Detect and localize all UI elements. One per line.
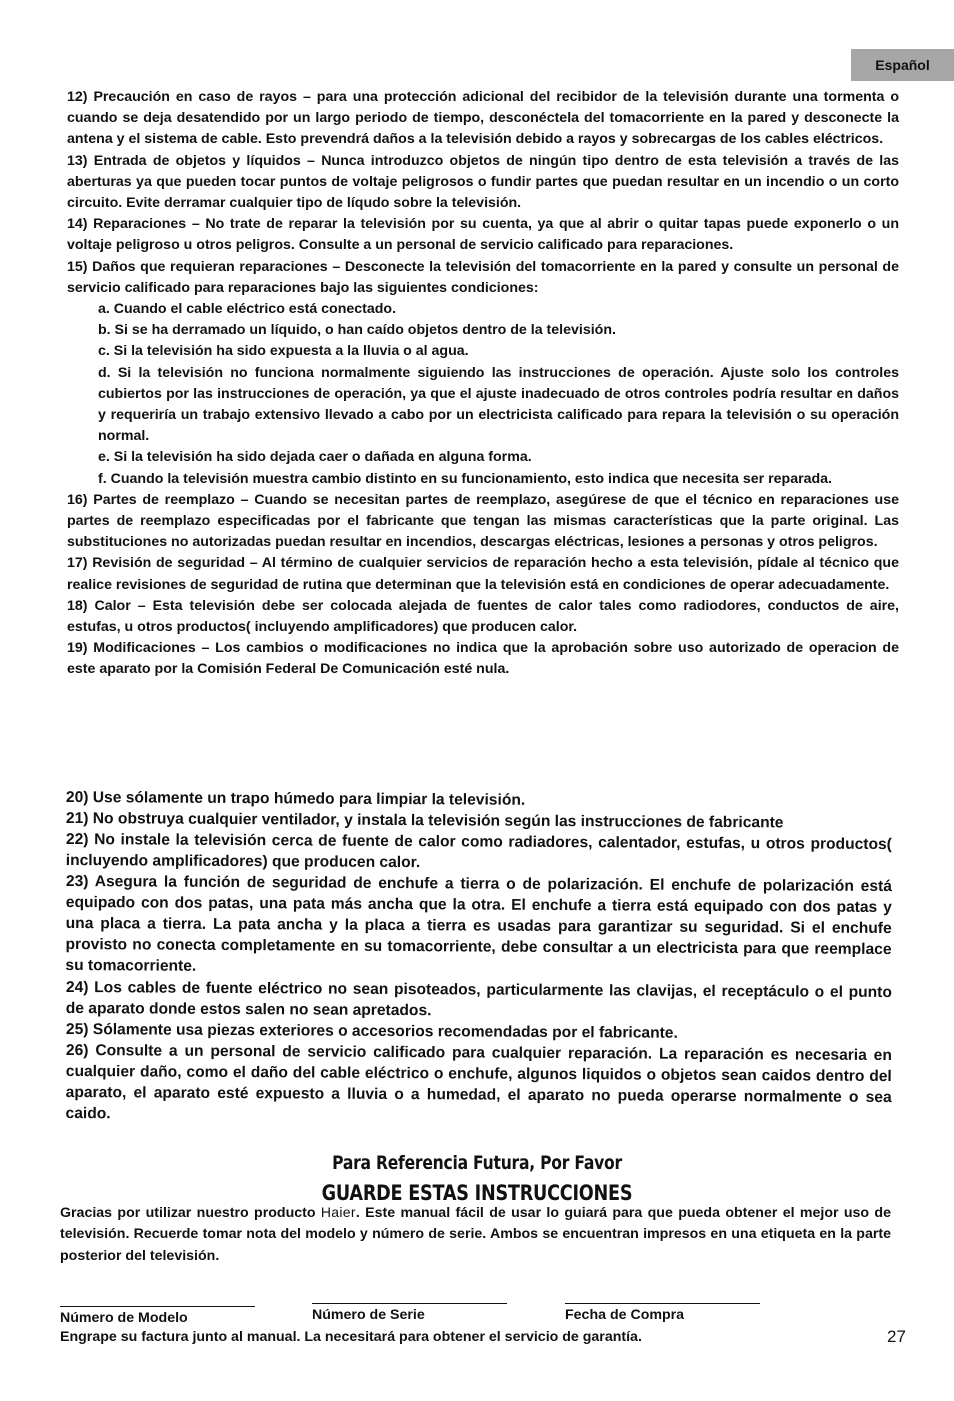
condition-e: e. Si la televisión ha sido dejada caer o dañada en alguna forma. bbox=[98, 449, 532, 466]
instruction-14: 14) Reparaciones – No trate de reparar la televisión por su cuenta, ya que al abrir o quitar tapas puede exponerlo o un voltaje peligroso u otros peligros. Consulte a un personal de servicio calificado para reparaciones. bbox=[67, 216, 899, 254]
instruction-26: 26) Consulte a un personal de servicio calificado para cualquier reparación. La reparación es necesaria en cualquier daño, como el daño del cable eléctrico o enchufe, algunos liquidos o objetos sean caidos dentro del aparato, el aparato esté expuesto a lluvia o a humedad, el aparato no pueda operarse normalmente o sea caido. bbox=[65, 1042, 892, 1123]
instruction-13: 13) Entrada de objetos y líquidos – Nunca introduzco objetos de ningún tipo dentro de esta televisión a través de las aberturas ya que pueden tocar puntos de voltaje peligrosos o fundir partes que puedan resultar en un incendio o un corto circuito. Evite derramar cualquier tipo de líqudo sobre la televisión. bbox=[67, 152, 899, 212]
model-number-field bbox=[60, 1306, 255, 1326]
model-number-label: Número de Modelo bbox=[60, 1310, 188, 1326]
instruction-17: 17) Revisión de seguridad – Al término de cualquier servicios de reparación hecho a esta televisión, pídale al técnico que realice revisiones de seguridad de rutina que determinan que la televisión está en condiciones de operar adecuadamente. bbox=[67, 555, 899, 593]
instruction-23: 23) Asegura la función de seguridad de enchufe a tierra o de polarización. El enchufe de polarización está equipado con dos patas, una pata más ancha que la otra. El enchufe a tierra está equipado con dos patas y una placa a tierra. La pata ancha y la placa a tierra es usadas para garantizar su seguridad. Si el enchufe provisto no conecta completamente en su tomacorriente, debe consultar a un electricista para que reemplace su tomacorriente. bbox=[65, 873, 892, 976]
staple-note: Engrape su factura junto al manual. La necesitará para obtener el servicio de garantía. bbox=[60, 1329, 642, 1345]
condition-d: d. Si la televisión no funciona normalmente siguiendo las instrucciones de operación. Ajuste solo los controles cubiertos por las instrucciones de operación, ya que el ajuste inadecuado de otros controles podría resultar en daños y requeriría un trabajo extensivo llevado a cabo por un electricista calificado para repara la televisión o su operación normal. bbox=[98, 364, 899, 445]
brand-logo: Haier bbox=[320, 1204, 356, 1220]
instruction-20: 20) Use sólamente un trapo húmedo para limpiar la televisión. bbox=[65, 788, 526, 809]
serial-number-field bbox=[312, 1303, 507, 1323]
save-instructions-heading: GUARDE ESTAS INSTRUCCIONES bbox=[321, 1181, 633, 1205]
purchase-date-label: Fecha de Compra bbox=[565, 1307, 685, 1323]
instruction-22: 22) No instale la televisión cerca de fuente de calor como radiadores, calentador, estufas, u otros productos( incluyendo amplificadores) que producen calor. bbox=[65, 831, 892, 872]
condition-f: f. Cuando la televisión muestra cambio distinto en su funcionamiento, esto indica que necesita ser reparada. bbox=[98, 470, 832, 487]
serial-number-label: Número de Serie bbox=[312, 1307, 425, 1323]
safety-instructions-part2 bbox=[66, 787, 892, 1125]
language-tab: Español bbox=[851, 49, 954, 81]
page-number: 27 bbox=[887, 1327, 906, 1346]
instruction-18: 18) Calor – Esta televisión debe ser colocada alejada de fuentes de calor tales como radiodores, conductos de aire, estufas, u otros productos( incluyendo amplificadores) que producen calor. bbox=[67, 597, 899, 636]
instruction-21: 21) No obstruya cualquier ventilador, y instala la televisión según las instrucciones de fabricante bbox=[65, 810, 784, 832]
safety-instructions-part1 bbox=[67, 87, 899, 681]
instruction-12: 12) Precaución en caso de rayos – para una protección adicional del recibidor de la televisión durante una tormenta o cuando se deja desatendido por un largo periodo de tiempo, desconéctela del tomacorriente en la pared y desconecte la antena y el sistema de cable. Esto prevendrá daños a la televisión debido a rayos y sobrecargas de los cables eléctricos. bbox=[67, 89, 899, 148]
future-reference-heading: Para Referencia Futura, Por Favor bbox=[332, 1152, 622, 1174]
condition-a: a. Cuando el cable eléctrico está conectado. bbox=[98, 301, 397, 318]
instruction-16: 16) Partes de reemplazo – Cuando se necesitan partes de reemplazo, asegúrese de que el técnico en reparaciones use partes de reemplazo especificadas por el fabricante que tengan las mismas características que la parte original. Las substituciones no autorizadas puedan resultar en incendios, descargas eléctricas, lesiones a personas y otros peligros. bbox=[67, 491, 899, 551]
instruction-24: 24) Los cables de fuente eléctrico no sean pisoteados, particularmente las clavijas, el receptáculo o el punto de aparato donde estos salen no sean apretados. bbox=[65, 978, 892, 1020]
condition-c: c. Si la televisión ha sido expuesta a la lluvia o al agua. bbox=[98, 343, 469, 360]
instruction-15: 15) Daños que requieran reparaciones – Desconecte la televisión del tomacorriente en la pared y consulte un personal de servicio calificado para reparaciones bajo las siguientes condiciones: bbox=[67, 258, 899, 296]
purchase-date-field bbox=[565, 1303, 760, 1323]
condition-b: b. Si se ha derramado un líquido, o han caído objetos dentro de la televisión. bbox=[98, 322, 616, 339]
thanks-paragraph: Gracias por utilizar nuestro producto Haier. Este manual fácil de usar lo guiará para que pueda obtener el mejor uso de televisión. Recuerde tomar nota del modelo y número de serie. Ambos se encuentran impresos en una etiqueta en la parte posterior del televisión. bbox=[60, 1204, 891, 1264]
instruction-19: 19) Modificaciones – Los cambios o modificaciones no indica que la aprobación sobre uso autorizado de operacion de este aparato por la Comisión Federal De Comunicación esté nula. bbox=[67, 640, 899, 678]
instruction-25: 25) Sólamente usa piezas exteriores o accesorios recomendadas por el fabricante. bbox=[65, 1021, 678, 1042]
